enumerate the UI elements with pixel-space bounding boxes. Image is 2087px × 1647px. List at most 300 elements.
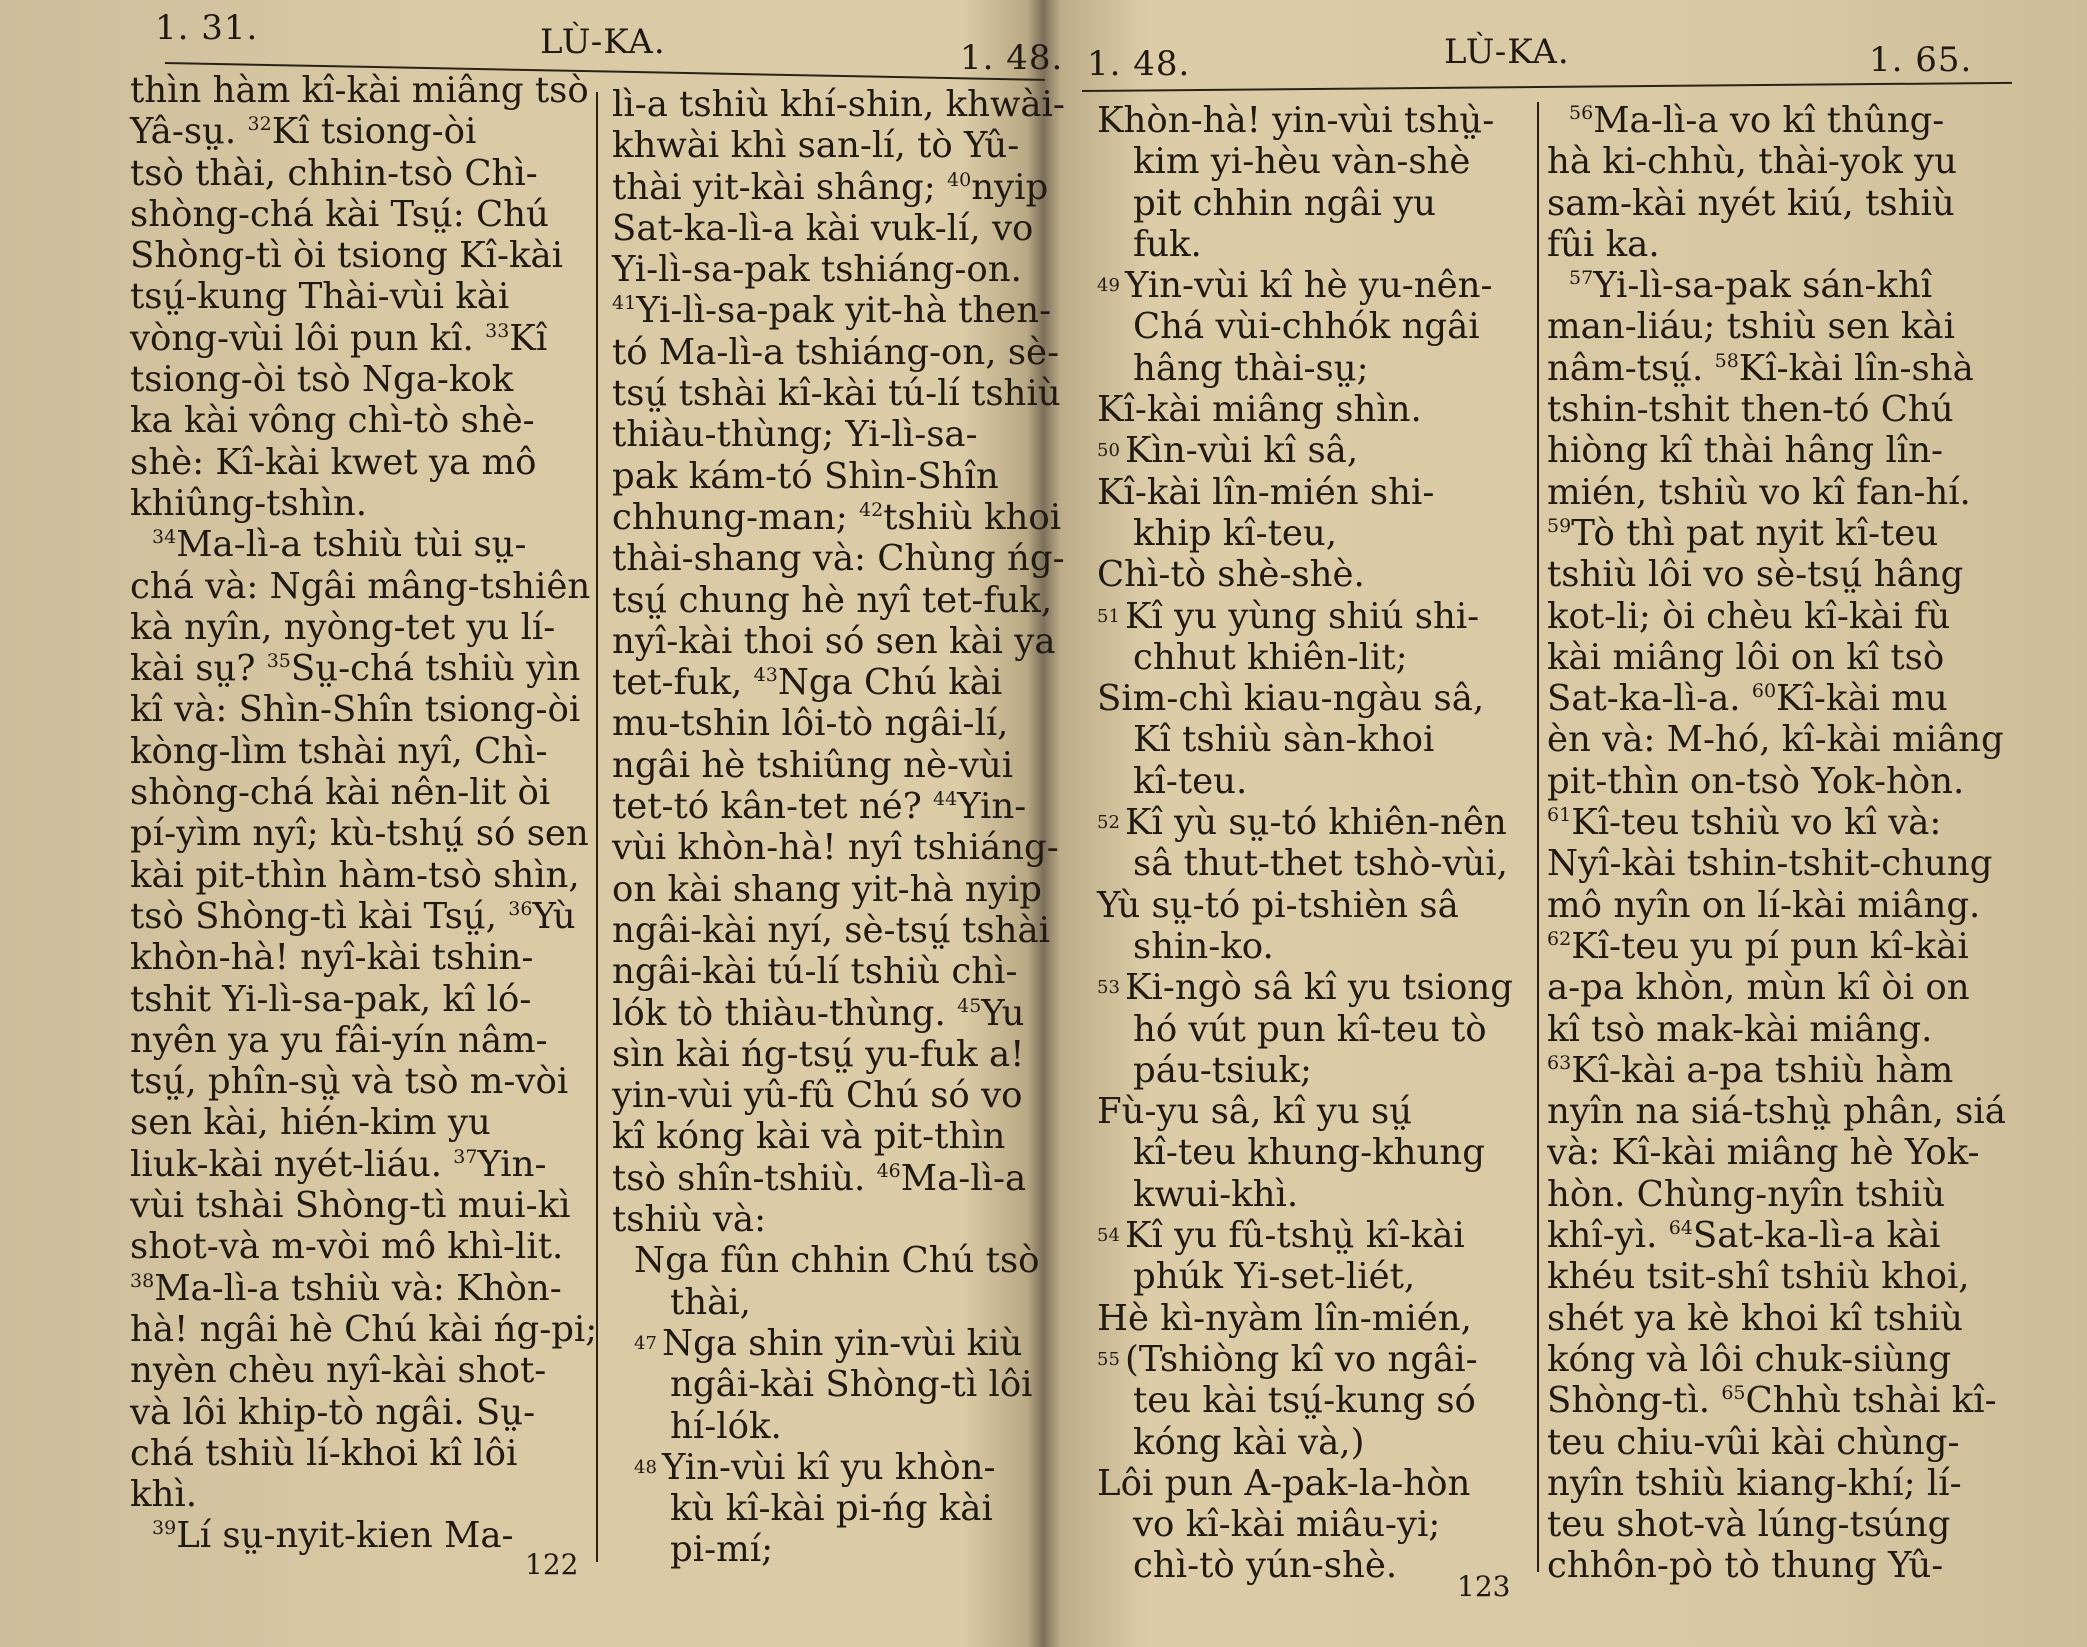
text-line — [130, 979, 590, 1020]
line-text: tsò Shòng-tì kài Tsṳ́, — [130, 895, 509, 937]
text-line — [612, 1488, 1032, 1529]
text-line — [1547, 1380, 2027, 1421]
verse-number: 56 — [1569, 102, 1594, 125]
text-line — [1075, 719, 1535, 760]
line-text: vo kî-kài miâu-yi; — [1133, 1504, 1441, 1546]
line-text: Kî-kài miâng shìn. — [1097, 389, 1422, 431]
text-line — [1547, 1504, 2027, 1545]
line-text: pi-mí; — [670, 1529, 774, 1571]
text-line — [1075, 513, 1535, 554]
text-line — [130, 194, 590, 235]
line-text: hà! ngâi hè Chú kài ńg-pi; — [130, 1308, 598, 1350]
line-text: Kî yu yùng shiú shi- — [1125, 595, 1480, 637]
text-line — [612, 1364, 1032, 1405]
line-text: Ma-lì-a tshiù và: Khòn- — [154, 1267, 562, 1309]
line-text: Shòng-tì òi tsiong Kî-kài — [130, 235, 564, 277]
line-text: yin-vùi yû-fû Chú só vo — [612, 1075, 1023, 1117]
text-line — [1075, 1009, 1535, 1050]
line-text: Chì-tò shè-shè. — [1097, 554, 1365, 596]
line-text: Yin- — [477, 1143, 547, 1185]
verse-number: 57 — [1569, 267, 1594, 290]
line-text: Ma-lì-a vo kî thûng- — [1593, 100, 1945, 141]
line-text: mién, tshiù vo kî fan-hí. — [1547, 471, 1971, 513]
line-text: Kî-teu yu pí pun kî-kài — [1571, 925, 1969, 967]
text-line — [1075, 843, 1535, 884]
text-line — [1547, 1091, 2027, 1132]
text-line — [130, 772, 590, 813]
line-text: chá và: Ngâi mâng-tshiên — [130, 565, 591, 607]
line-text: pí-yìm nyî; kù-tshṳ́ só sen — [130, 813, 589, 855]
text-line — [612, 786, 1032, 827]
line-text: Fù-yu sâ, kî yu sṳ́ — [1097, 1091, 1413, 1133]
line-text: man-liáu; tshiù sen kài — [1547, 306, 1955, 348]
line-text: pak kám-tó Shìn-Shîn — [612, 455, 999, 497]
text-line — [1547, 472, 2027, 513]
text-line — [130, 896, 590, 937]
verse-number: 53 — [1097, 977, 1120, 999]
line-text: khòn-hà! nyî-kài tshin- — [130, 937, 534, 979]
text-line — [612, 1199, 1032, 1240]
line-text: Kî-kài lîn-shà — [1738, 347, 1974, 389]
line-text: Kî yu fû-tshṳ̀ kî-kài — [1125, 1215, 1465, 1257]
text-line — [130, 1308, 598, 1350]
text-line — [1547, 141, 2027, 182]
text-line — [1075, 389, 1535, 430]
line-text: khwài khì san-lí, tò Yû- — [612, 125, 1020, 167]
line-text: thài yit-kài shâng; — [612, 166, 947, 208]
line-text: fûi ka. — [1547, 223, 1660, 265]
verse-number: 48 — [634, 1456, 657, 1478]
verse-number: 41 — [612, 292, 637, 315]
line-text: hiòng kî thài hâng lîn- — [1547, 430, 1944, 472]
text-line — [1075, 1091, 1535, 1132]
line-text: hí-lók. — [670, 1405, 782, 1447]
line-text: tó Ma-lì-a tshiáng-on, sè- — [612, 331, 1060, 373]
text-line — [130, 442, 590, 483]
text-line — [1075, 885, 1535, 926]
line-text: ngâi hè tshiûng nè-vùi — [612, 744, 1014, 786]
line-text: ka kài vông chì-tò shè- — [130, 400, 535, 442]
verse-number: 43 — [753, 664, 778, 687]
line-text: Yù sṳ-tó pi-tshièn sâ — [1097, 884, 1459, 926]
left-chapter-ref-start: 1. 31. — [155, 8, 259, 48]
line-text: Kî-kài a-pa tshiù hàm — [1571, 1049, 1954, 1091]
line-text: èn và: M-hó, kî-kài miâng — [1547, 719, 2004, 761]
text-line — [1075, 1050, 1535, 1091]
text-line — [1075, 265, 1535, 306]
line-text: kî và: Shìn-Shîn tsiong-òi — [130, 689, 581, 731]
text-line — [1075, 596, 1535, 637]
line-text: kim yi-hèu vàn-shè — [1133, 141, 1471, 183]
text-line — [1075, 761, 1535, 802]
left-page-column-2 — [612, 84, 1065, 1571]
left-page-number: 122 — [525, 1548, 579, 1581]
text-line — [1547, 389, 2027, 430]
text-line — [130, 855, 590, 896]
text-line — [612, 373, 1061, 415]
text-line — [1547, 967, 2027, 1008]
line-text: khéu tsit-shî tshiù khoi, — [1547, 1256, 1970, 1298]
text-line — [1547, 761, 2027, 802]
text-line — [1075, 1504, 1535, 1545]
text-line — [130, 359, 590, 400]
text-line — [1547, 1298, 2027, 1339]
verse-number: 49 — [1097, 275, 1120, 297]
text-line — [1075, 1256, 1535, 1297]
text-line — [1075, 472, 1535, 513]
text-line — [130, 1515, 590, 1556]
line-text: hó vút pun kî-teu tò — [1133, 1008, 1487, 1050]
text-line — [130, 483, 590, 524]
verse-number: 60 — [1751, 680, 1777, 703]
text-line — [612, 1240, 1040, 1282]
verse-number: 33 — [485, 319, 510, 342]
right-page-column-2 — [1547, 100, 2027, 1587]
text-line — [130, 1226, 590, 1267]
line-text: Kî — [509, 317, 548, 359]
text-line — [130, 111, 590, 152]
line-text: Tò thì pat nyit kî-teu — [1571, 512, 1939, 554]
line-text: shè: Kî-kài kwet ya mô — [130, 441, 537, 483]
text-line — [1547, 554, 2027, 595]
line-text: Nga shin yin-vùi kiù — [662, 1322, 1023, 1364]
line-text: Yi-lì-sa-pak yit-hà then- — [636, 290, 1052, 332]
text-line — [130, 607, 590, 648]
text-line — [1075, 802, 1535, 843]
text-line — [612, 84, 1065, 125]
line-text: tsò thài, chhin-tsò Chì- — [130, 152, 538, 194]
text-line — [612, 208, 1032, 249]
line-text: thiàu-thùng; Yi-lì-sa- — [612, 414, 978, 456]
right-chapter-ref-start: 1. 48. — [1087, 44, 1191, 84]
line-text: sâ thut-thet tshò-vùi, — [1133, 843, 1508, 885]
line-text: và: Kî-kài miâng hè Yok- — [1547, 1132, 1980, 1174]
line-text: chhung-man; — [612, 496, 859, 538]
verse-number: 32 — [247, 113, 272, 136]
text-line — [130, 1061, 590, 1102]
text-line — [130, 276, 590, 317]
line-text: Kî tshiù sàn-khoi — [1133, 719, 1435, 761]
text-line — [1547, 100, 2027, 141]
line-text: Yù — [532, 895, 576, 937]
verse-number: 50 — [1097, 440, 1120, 462]
line-text: lì-a tshiù khí-shin, khwài- — [612, 84, 1065, 125]
text-line — [612, 456, 1032, 497]
line-text: Sṳ-chá tshiù yìn — [290, 648, 581, 690]
line-text: Kìn-vùi kî sâ, — [1125, 430, 1359, 472]
text-line — [612, 909, 1050, 951]
verse-number: 34 — [152, 526, 177, 549]
line-text: tet-fuk, — [612, 662, 754, 704]
line-text: on kài shang yit-hà nyip — [612, 868, 1042, 910]
line-text: kot-li; òi chèu kî-kài fù — [1547, 595, 1951, 637]
line-text: hòn. Chùng-nyîn tshiù — [1547, 1173, 1946, 1215]
text-line — [612, 1323, 1032, 1364]
text-line — [1547, 802, 2027, 843]
text-line — [1547, 430, 2027, 471]
text-line — [130, 648, 590, 689]
text-line — [612, 1447, 1032, 1488]
line-text: thìn hàm kî-kài miâng tsò — [130, 70, 589, 111]
line-text: Ma-lì-a tshiù tùi sṳ- — [176, 524, 527, 566]
verse-number: 62 — [1547, 928, 1572, 951]
line-text: ngâi-kài nyí, sè-tsṳ́ tshài — [612, 909, 1050, 951]
line-text: liuk-kài nyét-liáu. — [130, 1143, 454, 1185]
line-text: Kî yù sṳ-tó khiên-nên — [1125, 802, 1507, 844]
line-text: ngâi-kài tú-lí tshiù chì- — [612, 951, 1018, 993]
text-line — [612, 1034, 1032, 1075]
line-text: Lôi pun A-pak-la-hòn — [1097, 1462, 1471, 1504]
line-text: khiûng-tshìn. — [130, 482, 368, 524]
verse-number: 58 — [1714, 349, 1739, 372]
line-text: tsṳ́-kung Thài-vùi kài — [130, 276, 510, 318]
text-line — [1547, 1463, 2027, 1504]
text-line — [130, 318, 590, 359]
verse-number: 38 — [130, 1269, 155, 1292]
line-text: shét ya kè khoi kî tshiù — [1547, 1297, 1964, 1339]
line-text: Nga Chú kài — [777, 662, 1003, 704]
text-line — [130, 1185, 590, 1226]
text-line — [1547, 719, 2027, 760]
line-text: chá tshiù lí-khoi kî lôi — [130, 1432, 518, 1474]
verse-number: 51 — [1097, 605, 1120, 627]
line-text: shòng-chá kài nên-lit òi — [130, 772, 551, 814]
line-text: nyên ya yu fâi-yín nâm- — [130, 1019, 548, 1061]
text-line — [130, 813, 590, 854]
line-text: nyèn chèu nyî-kài shot- — [130, 1350, 547, 1392]
line-text: Sat-ka-lì-a kài — [1692, 1215, 1941, 1257]
text-line — [612, 1158, 1032, 1199]
text-line — [1547, 1339, 2027, 1380]
line-text: kóng kài và,) — [1133, 1421, 1365, 1463]
line-text: Chhù tshài kî- — [1745, 1380, 1997, 1422]
line-text: lók tò thiàu-thùng. — [612, 992, 958, 1034]
line-text: (Tshiòng kî vo ngâi- — [1125, 1338, 1478, 1380]
line-text: vùi khòn-hà! nyî tshiáng- — [612, 827, 1059, 869]
text-line — [1547, 513, 2027, 554]
line-text: Chá vùi-chhók ngâi — [1133, 306, 1480, 348]
verse-number: 44 — [933, 788, 958, 811]
line-text: pit chhin ngâi yu — [1133, 182, 1437, 224]
line-text: nyip — [971, 166, 1049, 208]
right-page-column-1 — [1075, 100, 1535, 1587]
line-text: kòng-lìm tshài nyî, Chì- — [130, 730, 548, 772]
text-line — [612, 414, 1032, 455]
text-line — [130, 937, 590, 978]
text-line — [1547, 1050, 2027, 1091]
text-line — [130, 70, 590, 111]
text-line — [1547, 926, 2027, 967]
text-line — [1547, 1545, 2027, 1586]
line-text: kî tsò mak-kài miâng. — [1547, 1008, 1933, 1050]
line-text: Nyî-kài tshin-tshit-chung — [1547, 843, 1993, 885]
text-line — [1075, 1215, 1535, 1256]
text-line — [1075, 1132, 1535, 1173]
text-line — [1547, 265, 2027, 306]
text-line — [1547, 1132, 2027, 1173]
right-running-title: LÙ-KA. — [1444, 32, 1570, 72]
text-line — [612, 125, 1032, 166]
text-line — [1547, 1422, 2027, 1463]
text-line — [1547, 224, 2027, 265]
text-line — [130, 1392, 590, 1433]
text-line — [612, 868, 1042, 910]
line-text: Kî-teu tshiù vo kî và: — [1571, 802, 1942, 844]
text-line — [1075, 1422, 1535, 1463]
text-line — [130, 1350, 590, 1391]
line-text: tshiù khoi — [883, 496, 1062, 538]
line-text: teu shot-và lúng-tsúng — [1547, 1504, 1951, 1546]
verse-number: 45 — [957, 994, 982, 1017]
text-line — [1075, 637, 1535, 678]
text-line — [1075, 1174, 1535, 1215]
text-line — [1075, 678, 1535, 719]
line-text: Yin-vùi kî hè yu-nên- — [1125, 265, 1493, 307]
text-line — [612, 579, 1053, 621]
line-text: hà ki-chhù, thài-yok yu — [1547, 141, 1958, 183]
right-column-divider — [1537, 102, 1539, 1572]
line-text: và lôi khip-tò ngâi. Sṳ- — [130, 1391, 536, 1433]
line-text: tshiù lôi vo sè-tsṳ́ hâng — [1547, 554, 1964, 596]
line-text: vòng-vùi lôi pun kî. — [130, 317, 486, 359]
verse-number: 63 — [1547, 1052, 1572, 1074]
text-line — [130, 1020, 590, 1061]
line-text: sam-kài nyét kiú, tshiù — [1547, 182, 1955, 224]
verse-number: 59 — [1547, 515, 1572, 538]
line-text: kà nyîn, nyòng-tet yu lí- — [130, 606, 556, 648]
verse-number: 37 — [453, 1145, 478, 1168]
line-text: Shòng-tì. — [1547, 1380, 1722, 1422]
text-line — [1547, 1174, 2027, 1215]
line-text: khì. — [130, 1474, 198, 1516]
line-text: kwui-khì. — [1133, 1173, 1299, 1215]
line-text: Yâ-sṳ. — [130, 111, 248, 153]
line-text: kî-teu khung-khung — [1133, 1132, 1485, 1174]
text-line — [1547, 183, 2027, 224]
verse-number: 47 — [634, 1332, 657, 1354]
right-page — [1047, 0, 2087, 1647]
line-text: a-pa khòn, mùn kî òi on — [1547, 967, 1970, 1009]
text-line — [612, 951, 1032, 992]
line-text: sen kài, hién-kim yu — [130, 1102, 491, 1144]
left-running-title: LÙ-KA. — [540, 22, 666, 62]
text-line — [1547, 1256, 2027, 1297]
verse-number: 54 — [1097, 1225, 1120, 1247]
verse-number: 61 — [1547, 804, 1572, 827]
line-text: kî kóng kài và pit-thìn — [612, 1116, 1006, 1158]
text-line — [130, 1144, 590, 1185]
line-text: khî-yì. — [1547, 1215, 1669, 1257]
text-line — [130, 1474, 590, 1515]
text-line — [612, 538, 1065, 580]
text-line — [612, 1075, 1032, 1116]
line-text: Ki-ngò sâ kî yu tsiong — [1125, 967, 1513, 1009]
line-text: thài-shang và: Chùng ńg- — [612, 538, 1065, 580]
left-page-column-1 — [130, 70, 598, 1557]
line-text: tshiù và: — [612, 1199, 767, 1241]
line-text: tsṳ́ chung hè nyî tet-fuk, — [612, 579, 1053, 621]
text-line — [1547, 885, 2027, 926]
text-line — [1547, 348, 2027, 389]
text-line — [612, 249, 1032, 290]
verse-number: 64 — [1668, 1217, 1693, 1240]
text-line — [612, 993, 1032, 1034]
text-line — [130, 400, 590, 441]
line-text: chhôn-pò tò thung Yû- — [1547, 1545, 1944, 1587]
line-text: chhut khiên-lit; — [1133, 636, 1408, 678]
line-text: Lí sṳ-nyit-kien Ma- — [176, 1515, 514, 1557]
text-line — [612, 1529, 1032, 1570]
verse-number: 55 — [1097, 1348, 1120, 1370]
line-text: nâm-tsṳ́. — [1547, 347, 1715, 389]
text-line — [612, 745, 1032, 786]
line-text: Kî tsiong-òi — [271, 111, 477, 153]
line-text: tsiong-òi tsò Nga-kok — [130, 359, 514, 401]
line-text: ngâi-kài Shòng-tì lôi — [670, 1364, 1033, 1406]
line-text: fuk. — [1133, 223, 1202, 265]
line-text: kóng và lôi chuk-siùng — [1547, 1338, 1952, 1380]
line-text: Yin- — [957, 786, 1027, 828]
line-text: kî-teu. — [1133, 760, 1248, 802]
text-line — [130, 235, 590, 276]
verse-number: 35 — [266, 650, 291, 673]
left-chapter-ref-end: 1. 48. — [960, 38, 1064, 78]
line-text: Kî-kài mu — [1776, 678, 1948, 720]
line-text: shin-ko. — [1133, 925, 1274, 967]
right-header-rule — [1082, 82, 2012, 92]
line-text: chì-tò yún-shè. — [1133, 1545, 1398, 1587]
text-line — [1547, 637, 2027, 678]
line-text: kài miâng lôi on kî tsò — [1547, 636, 1945, 678]
verse-number: 40 — [947, 168, 972, 191]
text-line — [1547, 1215, 2027, 1256]
text-line — [1075, 926, 1535, 967]
text-line — [1075, 1463, 1535, 1504]
text-line — [1547, 306, 2027, 347]
line-text: Sat-ka-lì-a. — [1547, 678, 1752, 720]
line-text: tshit Yi-lì-sa-pak, kî ló- — [130, 978, 532, 1020]
text-line — [1547, 678, 2027, 719]
line-text: tsṳ́ tshài kî-kài tú-lí tshiù — [612, 373, 1061, 415]
text-line — [1547, 843, 2027, 884]
text-line — [130, 689, 590, 730]
text-line — [612, 1116, 1032, 1157]
line-text: páu-tsiuk; — [1133, 1049, 1312, 1091]
line-text: shot-và m-vòi mô khì-lit. — [130, 1226, 564, 1268]
text-line — [1075, 1298, 1535, 1339]
text-line — [1075, 306, 1535, 347]
line-text: thài, — [670, 1281, 751, 1323]
line-text: Yin-vùi kî yu khòn- — [662, 1446, 996, 1488]
text-line — [130, 566, 590, 607]
text-line — [1075, 224, 1535, 265]
text-line — [612, 166, 1049, 208]
line-text: Sim-chì kiau-ngàu sâ, — [1097, 678, 1485, 720]
verse-number: 39 — [152, 1517, 177, 1540]
line-text: shòng-chá kài Tsṳ́: Chú — [130, 193, 549, 235]
line-text: kài pit-thìn hàm-tsò shìn, — [130, 854, 580, 896]
text-line — [1547, 1009, 2027, 1050]
line-text: tet-tó kân-tet né? — [612, 786, 934, 828]
line-text: khip kî-teu, — [1133, 512, 1338, 554]
text-line — [612, 703, 1032, 744]
text-line — [612, 331, 1060, 373]
text-line — [130, 1433, 590, 1474]
text-line — [612, 496, 1062, 538]
line-text: Nga fûn chhin Chú tsò — [634, 1240, 1040, 1282]
line-text: mu-tshin lôi-tò ngâi-lí, — [612, 703, 1009, 745]
text-line — [130, 731, 590, 772]
